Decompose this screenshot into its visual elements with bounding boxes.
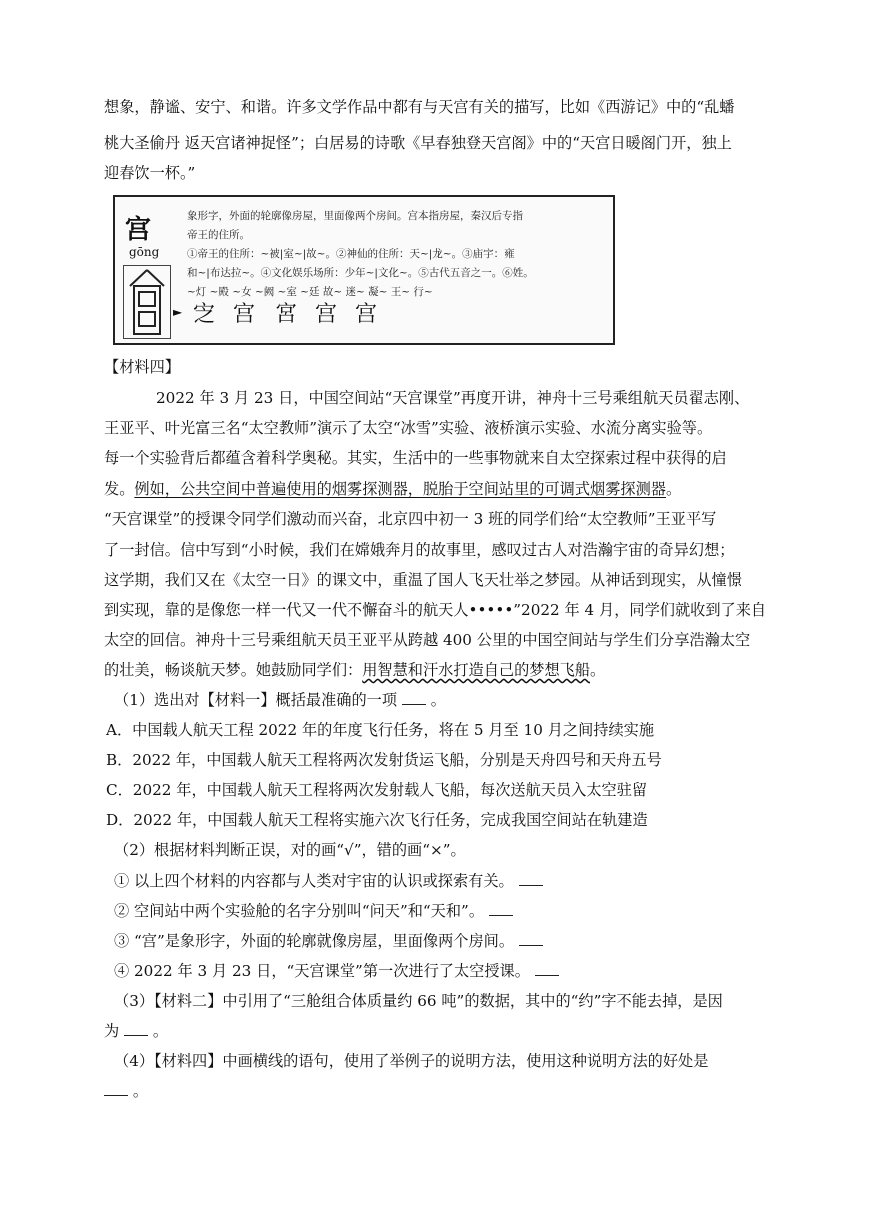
text-span: 发。 xyxy=(104,480,135,498)
paragraph-line: 想象，静谧、安宁、和谐。许多文学作品中都有与天宫有关的描写，比如《西游记》中的“乱蟠 xyxy=(104,98,735,116)
option-d[interactable]: D．2022 年，中国载人航天工程将实施六次飞行任务，完成我国空间站在轨建造 xyxy=(106,811,648,829)
evolution-glyph: 㝎 xyxy=(193,302,216,327)
answer-blank[interactable] xyxy=(535,961,559,976)
text-span: ① 以上四个材料的内容都与人类对宇宙的认识或探索有关。 xyxy=(114,872,514,890)
paragraph-line: 王亚平、叶光富三名“太空教师”演示了太空“冰雪”实验、液桥演示实验、水流分离实验等。 xyxy=(104,419,713,437)
wavy-underlined-sentence: 用智慧和汗水打造自己的梦想飞船 xyxy=(362,661,590,679)
judgement-item xyxy=(114,961,559,981)
text-span: 。 xyxy=(665,480,682,498)
option-a[interactable]: A．中国载人航天工程 2022 年的年度飞行任务，将在 5 月至 10 月之间持续实施 xyxy=(106,721,655,739)
paragraph-line: 到实现，靠的是像您一样一代又一代不懈奋斗的航天人•••••”2022 年 4 月，同学们就收到了来自 xyxy=(104,601,767,619)
paragraph-line xyxy=(104,660,605,680)
answer-blank[interactable] xyxy=(104,1081,128,1096)
arrow-right-icon: ► xyxy=(173,305,183,319)
text-span: 。 xyxy=(430,691,446,709)
evolution-glyph: 宫 xyxy=(355,302,378,327)
dict-def-line: 帝王的住所。 xyxy=(187,229,250,241)
paragraph-line: 2022 年 3 月 23 日，中国空间站“天宫课堂”再度开讲，神舟十三号乘组航天员翟志刚、 xyxy=(156,389,750,407)
text-span: ④ 2022 年 3 月 23 日，“天宫课堂”第一次进行了太空授课。 xyxy=(114,962,530,980)
paragraph-line xyxy=(104,479,681,499)
evolution-glyph: 宫 xyxy=(233,302,256,327)
dict-def-line: ①帝王的住所：~被|室~|故~。②神仙的住所：天~|龙~。③庙宇：雍 xyxy=(187,248,515,260)
dict-pinyin: gōng xyxy=(129,245,160,259)
paragraph-line: “天宫课堂”的授课令同学们激动而兴奋，北京四中初一 3 班的同学们给“太空教师”王亚平写 xyxy=(104,510,717,528)
paragraph-line: 每一个实验背后都蕴含着科学奥秘。其实，生活中的一些事物就来自太空探索过程中获得的启 xyxy=(104,449,727,467)
paragraph-line: 桃大圣偷丹 返天宫诸神捉怪”；白居易的诗歌《早春独登天宫阁》中的“天宫日暖阁门开，独上 xyxy=(104,134,732,152)
option-b[interactable]: B．2022 年，中国载人航天工程将两次发射货运飞船，分别是天舟四号和天舟五号 xyxy=(106,751,662,769)
answer-blank[interactable] xyxy=(489,901,513,916)
text-span: 。 xyxy=(590,661,606,679)
answer-blank[interactable] xyxy=(519,871,543,886)
underlined-sentence: 例如，公共空间中普遍使用的烟雾探测器，脱胎于空间站里的可调式烟雾探测器 xyxy=(134,480,666,498)
judgement-item xyxy=(114,901,513,921)
question-4-stem: （4）【材料四】中画横线的语句，使用了举例子的说明方法，使用这种说明方法的好处是 xyxy=(114,1052,709,1070)
section-heading: 【材料四】 xyxy=(104,358,180,376)
text-span: ③ “宫”是象形字，外面的轮廓就像房屋，里面像两个房间。 xyxy=(114,932,515,950)
answer-blank[interactable] xyxy=(402,690,426,705)
option-c[interactable]: C．2022 年，中国载人航天工程将两次发射载人飞船，每次送航天员入太空驻留 xyxy=(106,781,648,799)
text-span: 。 xyxy=(132,1082,149,1100)
answer-blank[interactable] xyxy=(124,1021,148,1036)
question-3-line2 xyxy=(104,1021,168,1041)
evolution-glyph: 宮 xyxy=(275,302,298,327)
dict-def-line: 和~|布达拉~。④文化娱乐场所：少年~|文化~。⑤古代五音之一。⑥姓。 xyxy=(187,267,534,279)
text-span: 。 xyxy=(152,1022,169,1040)
answer-blank[interactable] xyxy=(519,931,543,946)
question-1-stem xyxy=(114,690,446,710)
dict-character: 宫 xyxy=(125,215,152,245)
dict-def-line: 象形字，外面的轮廓像房屋，里面像两个房间。宫本指房屋，秦汉后专指 xyxy=(187,210,523,222)
text-span: （1）选出对【材料一】概括最准确的一项 xyxy=(114,691,398,709)
judgement-item xyxy=(114,931,543,951)
paragraph-line: 了一封信。信中写到“小时候，我们在嫦娥奔月的故事里，感叹过古人对浩瀚宇宙的奇异幻想； xyxy=(104,541,735,559)
paragraph-line: 这学期，我们又在《太空一日》的课文中，重温了国人飞天壮举之梦园。从神话到现实，从憧憬 xyxy=(104,571,742,589)
ancient-glyph-icon xyxy=(123,265,171,339)
text-span: 为 xyxy=(104,1022,120,1040)
paragraph-line: 太空的回信。神舟十三号乘组航天员王亚平从跨越 400 公里的中国空间站与学生们分享浩瀚太空 xyxy=(104,631,751,649)
judgement-item xyxy=(114,871,543,891)
dict-definition xyxy=(187,207,534,302)
question-4-line2 xyxy=(104,1081,148,1101)
dict-def-line: ~灯 ~殿 ~女 ~阙 ~室 ~廷 故~ 迷~ 凝~ 王~ 行~ xyxy=(187,286,433,298)
text-span: ② 空间站中两个实验舱的名字分别叫“问天”和“天和”。 xyxy=(114,902,485,920)
text-span: 的壮美，畅谈航天梦。她鼓励同学们： xyxy=(104,661,363,679)
paragraph-line: 迎春饮一杯。” xyxy=(104,164,196,182)
question-3-stem: （3）【材料二】中引用了“三舱组合体质量约 66 吨”的数据，其中的“约”字不能去掉，是因 xyxy=(114,992,723,1010)
dictionary-entry-image xyxy=(113,195,615,345)
question-2-stem: （2）根据材料判断正误，对的画“√”，错的画“×”。 xyxy=(114,841,466,859)
evolution-glyph: 宫 xyxy=(315,302,338,327)
